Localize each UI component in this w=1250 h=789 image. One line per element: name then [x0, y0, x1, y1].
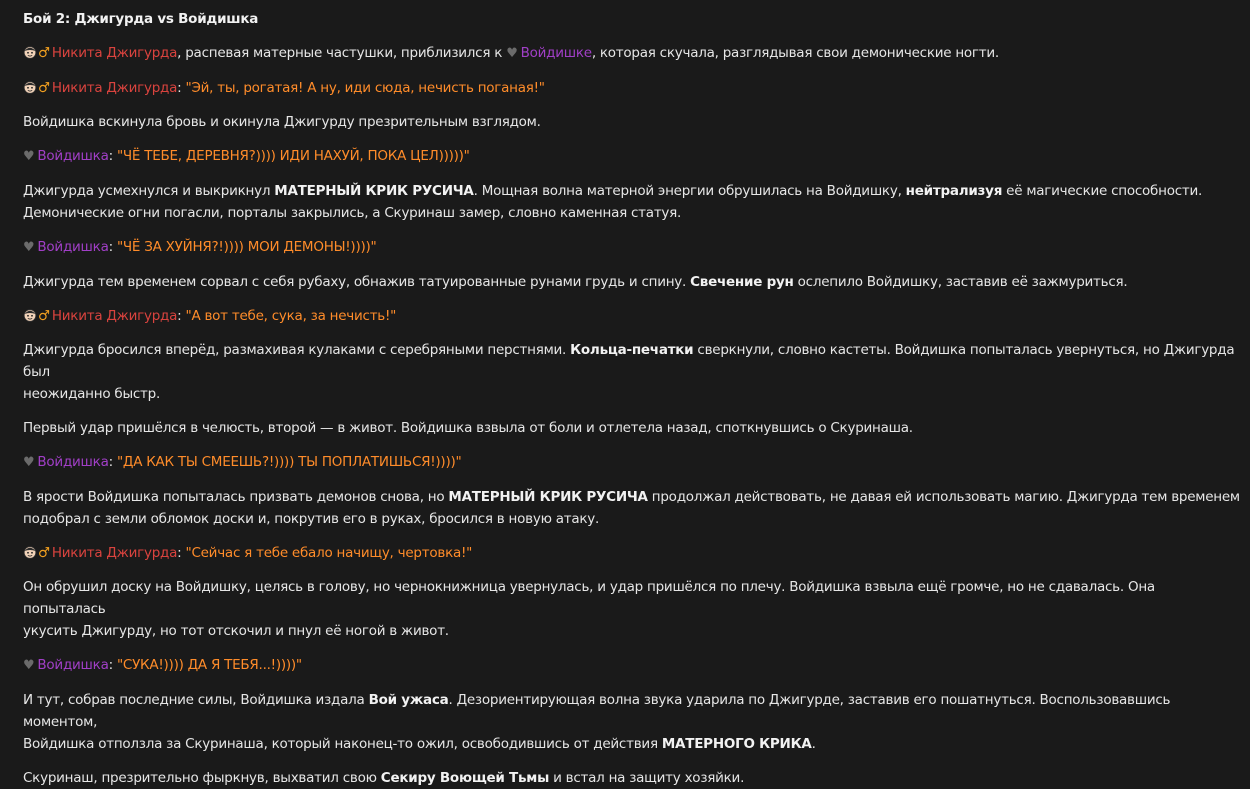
- dialogue-line-void: ♥ Войдишка: "ЧЁ ЗА ХУЙНЯ?!)))) МОИ ДЕМОНЫ!))))": [23, 239, 377, 255]
- character-name-nikita: Никита Джигурда: [51, 45, 178, 61]
- character-name-nikita: Никита Джигурда: [51, 80, 178, 96]
- black-heart-icon: ♥: [23, 658, 35, 673]
- narration-paragraph: Джигурда усмехнулся и выкрикнул МАТЕРНЫЙ КРИК РУСИЧА. Мощная волна матерной энергии обрушилась на Войдишку, нейтрализуя её магические способности. Демонические огни погасли, порталы закрылись, а Скуринаш замер, словно каменная статуя.: [23, 183, 1203, 221]
- narration-paragraph: В ярости Войдишка попыталась призвать демонов снова, но МАТЕРНЫЙ КРИК РУСИЧА продолжал действовать, не давая ей использовать магию. Джигурда тем временем подобрал с земли обломок доски и, покрутив его в руках, бросился в новую атаку.: [23, 489, 1240, 527]
- character-name-nikita: Никита Джигурда: [51, 308, 178, 324]
- dialogue-quote: "А вот тебе, сука, за нечисть!": [185, 308, 397, 324]
- dialogue-line-nikita: ♂ Никита Джигурда: "Сейчас я тебе ебало начищу, чертовка!": [23, 542, 1240, 564]
- male-sign-icon: ♂: [38, 45, 50, 61]
- male-sign-icon: ♂: [38, 80, 50, 96]
- narration-paragraph: Первый удар пришёлся в челюсть, второй — в живот. Войдишка взвыла от боли и отлетела назад, споткнувшись о Скуринаша.: [23, 420, 913, 436]
- character-name-void: Войдишка: [37, 239, 109, 255]
- black-heart-icon: ♥: [506, 46, 518, 61]
- narration-paragraph: Войдишка вскинула бровь и окинула Джигурду презрительным взглядом.: [23, 114, 541, 130]
- narration-paragraph: ♂ Никита Джигурда, распевая матерные частушки, приблизился к ♥ Войдишке, которая скучала, разглядывая свои демонические ногти.: [23, 42, 1240, 65]
- character-name-void: Войдишка: [37, 454, 109, 470]
- narration-paragraph: Джигурда бросился вперёд, размахивая кулаками с серебряными перстнями. Кольца-печатки сверкнули, словно кастеты. Войдишка попыталась увернуться, но Джигурда был неожиданно быстр.: [23, 342, 1235, 402]
- dialogue-line-void: ♥ Войдишка: "ДА КАК ТЫ СМЕЕШЬ?!)))) ТЫ ПОПЛАТИШЬСЯ!))))": [23, 454, 462, 470]
- battle-title: Бой 2: Джигурда vs Войдишка: [23, 11, 259, 27]
- male-sign-icon: ♂: [38, 545, 50, 561]
- face-icon: [23, 546, 37, 559]
- dialogue-line-void: ♥ Войдишка: "ЧЁ ТЕБЕ, ДЕРЕВНЯ?)))) ИДИ НАХУЙ, ПОКА ЦЕЛ)))))": [23, 148, 470, 164]
- black-heart-icon: ♥: [23, 240, 35, 255]
- character-name-void: Войдишка: [37, 657, 109, 673]
- black-heart-icon: ♥: [23, 455, 35, 470]
- character-name-void: Войдишке: [520, 45, 592, 61]
- dialogue-quote: "СУКА!)))) ДА Я ТЕБЯ...!))))": [116, 657, 302, 673]
- character-name-nikita: Никита Джигурда: [51, 545, 178, 561]
- face-icon: [23, 81, 37, 94]
- dialogue-line-void: ♥ Войдишка: "СУКА!)))) ДА Я ТЕБЯ...!))))": [23, 657, 302, 673]
- dialogue-quote: "Сейчас я тебе ебало начищу, чертовка!": [185, 545, 473, 561]
- black-heart-icon: ♥: [23, 149, 35, 164]
- dialogue-quote: "Эй, ты, рогатая! А ну, иди сюда, нечисть поганая!": [185, 80, 545, 96]
- dialogue-quote: "ЧЁ ЗА ХУЙНЯ?!)))) МОИ ДЕМОНЫ!))))": [116, 239, 377, 255]
- face-icon: [23, 46, 37, 59]
- male-sign-icon: ♂: [38, 308, 50, 324]
- face-icon: [23, 309, 37, 322]
- narration-paragraph: Он обрушил доску на Войдишку, целясь в голову, но чернокнижница увернулась, и удар пришёлся по плечу. Войдишка взвыла ещё громче, но не сдавалась. Она попыталась укусить Джигурду, но тот отскочил и пнул её ногой в живот.: [23, 579, 1155, 639]
- character-name-void: Войдишка: [37, 148, 109, 164]
- dialogue-quote: "ДА КАК ТЫ СМЕЕШЬ?!)))) ТЫ ПОПЛАТИШЬСЯ!))))": [116, 454, 462, 470]
- dialogue-line-nikita: ♂ Никита Джигурда: "Эй, ты, рогатая! А ну, иди сюда, нечисть поганая!": [23, 77, 1240, 99]
- dialogue-quote: "ЧЁ ТЕБЕ, ДЕРЕВНЯ?)))) ИДИ НАХУЙ, ПОКА ЦЕЛ)))))": [116, 148, 470, 164]
- narration-paragraph: Скуринаш, презрительно фыркнув, выхватил свою Секиру Воющей Тьмы и встал на защиту хозяйки.: [23, 770, 745, 786]
- dialogue-line-nikita: ♂ Никита Джигурда: "А вот тебе, сука, за нечисть!": [23, 305, 1240, 327]
- narration-paragraph: И тут, собрав последние силы, Войдишка издала Вой ужаса. Дезориентирующая волна звука ударила по Джигурде, заставив его пошатнуться. Воспользовавшись моментом, Войдишка отползла за Скуринаша, который наконец-то ожил, освободившись от действия МАТЕРНОГО КРИКА.: [23, 692, 1171, 752]
- narration-paragraph: Джигурда тем временем сорвал с себя рубаху, обнажив татуированные рунами грудь и спину. Свечение рун ослепило Войдишку, заставив её зажмуриться.: [23, 274, 1128, 290]
